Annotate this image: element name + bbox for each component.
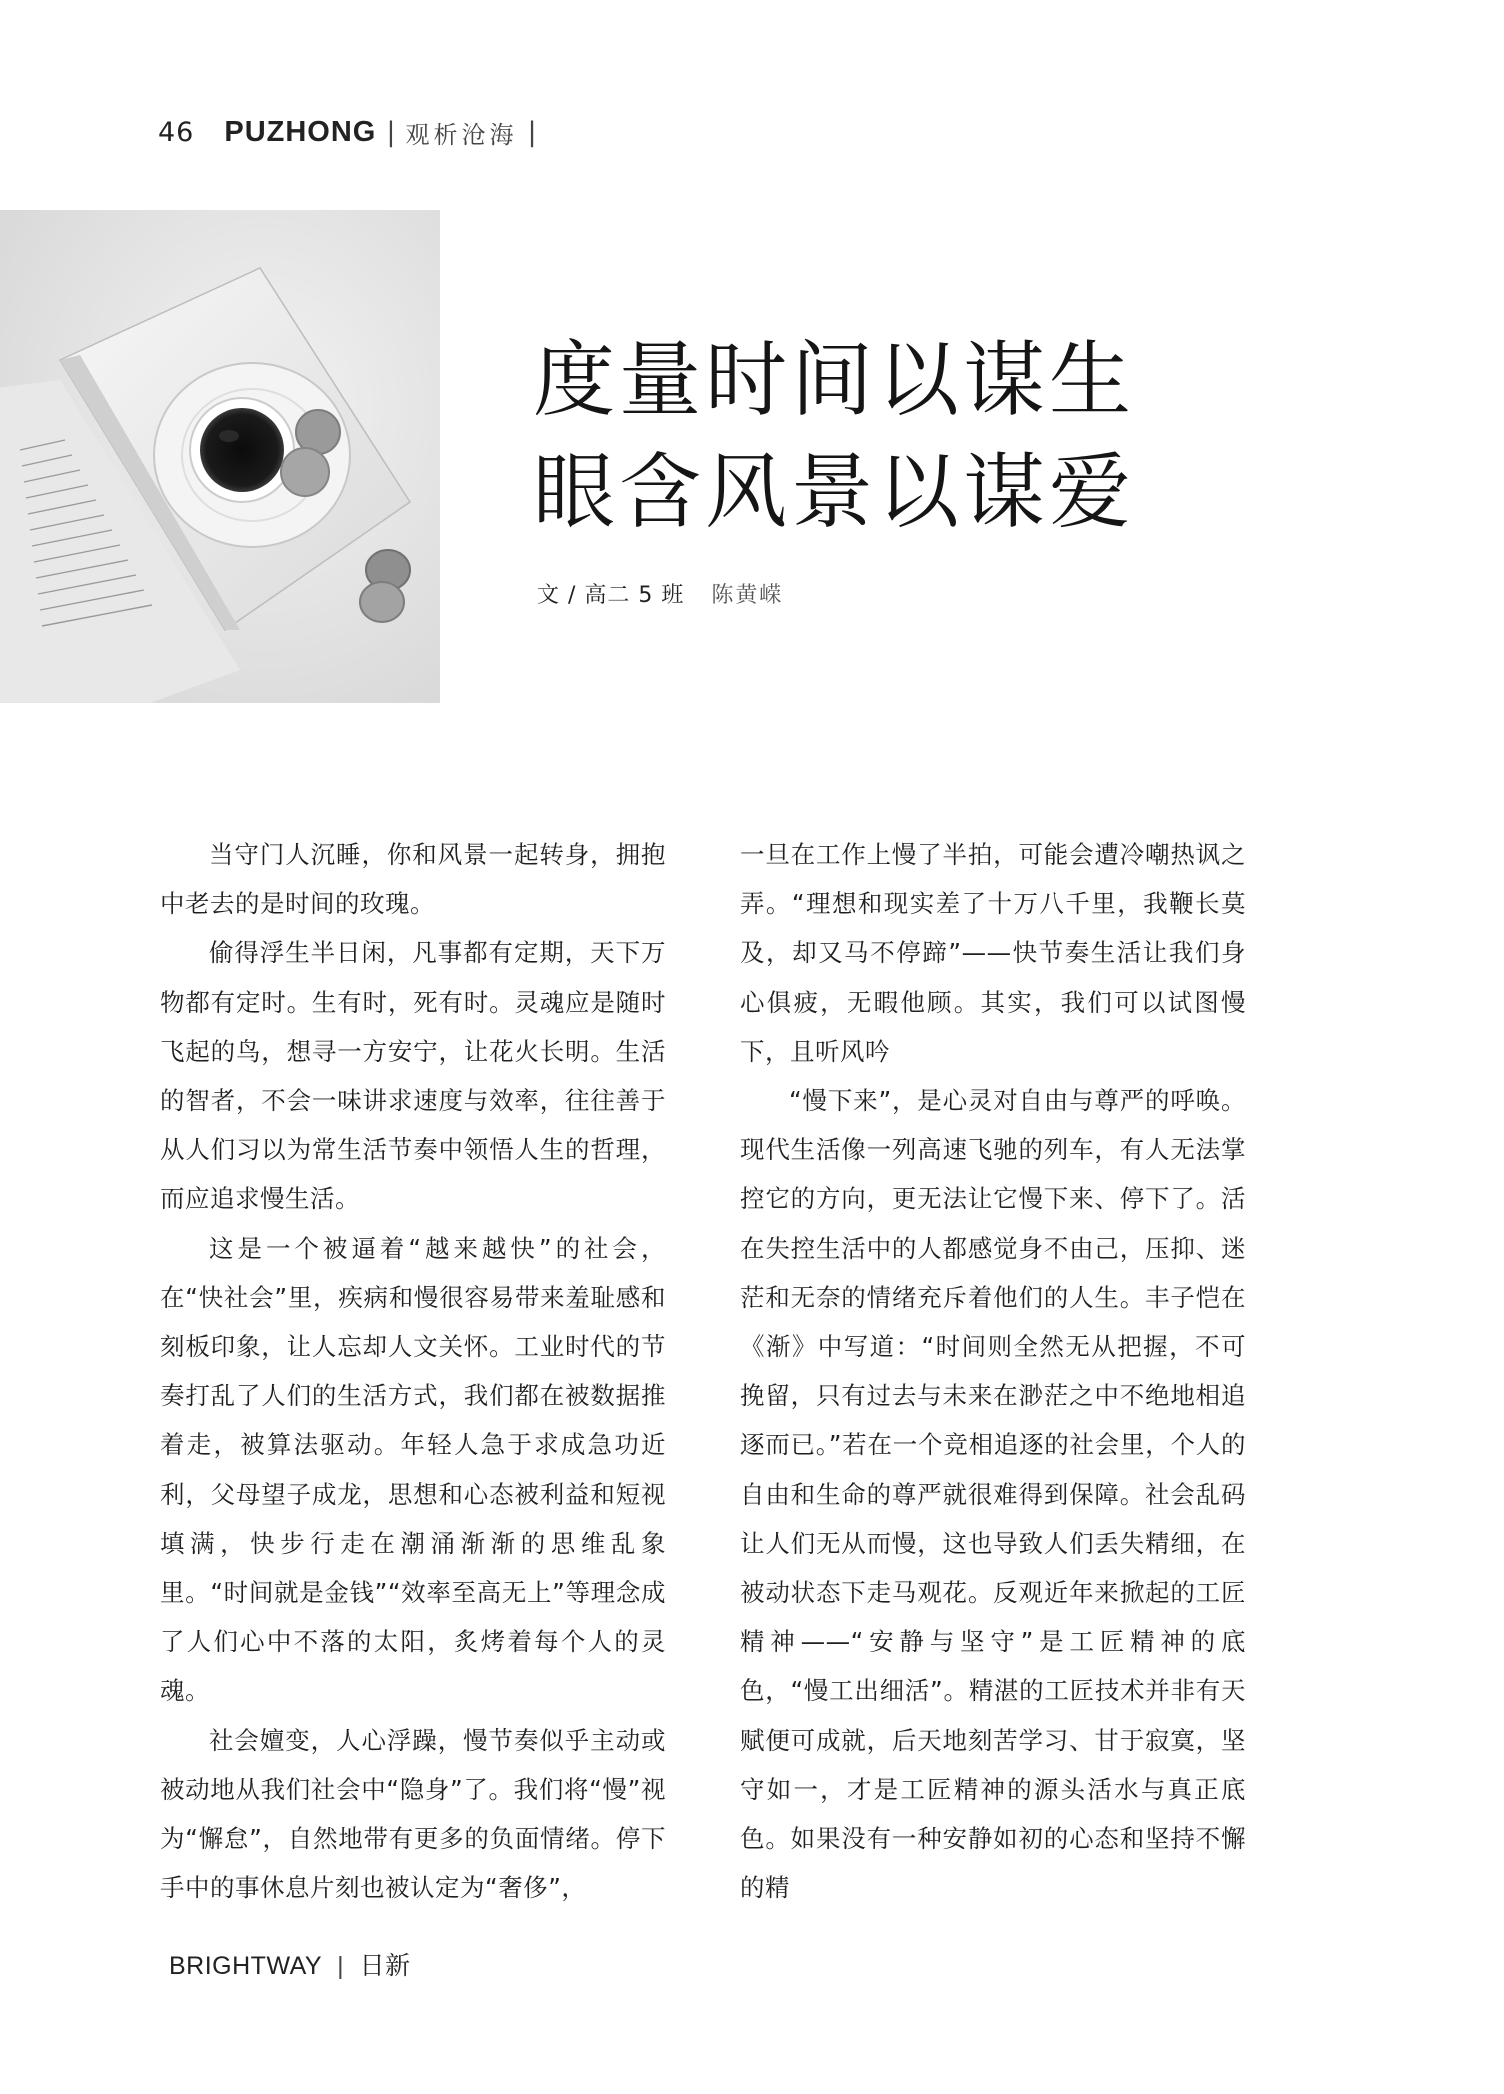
- footer-label: 日新: [359, 1952, 411, 1980]
- header-separator: |: [386, 116, 396, 148]
- book-coffee-photo: [0, 210, 440, 703]
- paragraph: “慢下来”，是心灵对自由与尊严的呼唤。现代生活像一列高速飞驰的列车，有人无法掌控它的方向，更无法让它慢下来、停下了。活在失控生活中的人都感觉身不由己，压抑、迷茫和无奈的情绪充斥着他们的人生。丰子恺在《渐》中写道：“时间则全然无从把握，不可挽留，只有过去与未来在渺茫之中不绝地相追逐而已。”若在一个竞相追逐的社会里，个人的自由和生命的尊严就很难得到保障。社会乱码让人们无从而慢，这也导致人们丢失精细，在被动状态下走马观花。反观近年来掀起的工匠精神——“安静与坚守”是工匠精神的底色，“慢工出细活”。精湛的工匠技术并非有天赋便可成就，后天地刻苦学习、甘于寂寞，坚守如一，才是工匠精神的源头活水与真正底色。如果没有一种安静如初的心态和坚持不懈的精: [740, 1086, 1246, 1903]
- macaron-4: [360, 582, 404, 622]
- title-line-2: 眼含风景以谋爱: [533, 445, 1136, 540]
- hero-photo: [0, 210, 440, 703]
- footer-brand: BRIGHTWAY: [169, 1952, 322, 1980]
- paragraph: 当守门人沉睡，你和风景一起转身，拥抱中老去的是时间的玫瑰。: [160, 840, 666, 919]
- footer-separator: |: [337, 1952, 345, 1980]
- paragraph-continued: 一旦在工作上慢了半拍，可能会遭冷嘲热讽之弄。“理想和现实差了十万八千里，我鞭长莫及，却又马不停蹄”——快节奏生活让我们身心俱疲，无暇他顾。其实，我们可以试图慢下，且听风吟: [740, 840, 1246, 1066]
- article-title: [533, 325, 1135, 549]
- paragraph: 这是一个被逼着“越来越快”的社会，在“快社会”里，疾病和慢很容易带来羞耻感和刻板印象，让人忘却人文关怀。工业时代的节奏打乱了人们的生活方式，我们都在被数据推着走，被算法驱动。年轻人急于求成急功近利，父母望子成龙，思想和心态被利益和短视填满，快步行走在潮涌渐渐的思维乱象里。“时间就是金钱”“效率至高无上”等理念成了人们心中不落的太阳，炙烤着每个人的灵魂。: [160, 1233, 666, 1706]
- paragraph: 社会嬗变，人心浮躁，慢节奏似乎主动或被动地从我们社会中“隐身”了。我们将“慢”视为“懈怠”，自然地带有更多的负面情绪。停下手中的事休息片刻也被认定为“奢侈”，: [160, 1725, 666, 1903]
- left-column: [160, 830, 666, 1912]
- header-separator-end: |: [527, 116, 537, 148]
- byline: [537, 578, 783, 609]
- section-name: 观析沧海: [405, 120, 518, 149]
- running-footer: [169, 1946, 411, 1982]
- author-name: 陈黄嵘: [711, 583, 784, 608]
- magazine-brand: PUZHONG: [224, 115, 377, 148]
- right-column: [740, 830, 1246, 1912]
- byline-label: 文 / 高二 5 班: [537, 583, 685, 608]
- title-line-1: 度量时间以谋生: [533, 333, 1136, 428]
- running-header: [158, 112, 547, 152]
- macaron-2: [281, 448, 329, 496]
- page-number: 46: [158, 116, 195, 148]
- paragraph: 偷得浮生半日闲，凡事都有定期，天下万物都有定时。生有时，死有时。灵魂应是随时飞起的鸟，想寻一方安宁，让花火长明。生活的智者，不会一味讲求速度与效率，往往善于从人们习以为常生活节奏中领悟人生的哲理，而应追求慢生活。: [160, 938, 666, 1214]
- coffee: [200, 408, 284, 492]
